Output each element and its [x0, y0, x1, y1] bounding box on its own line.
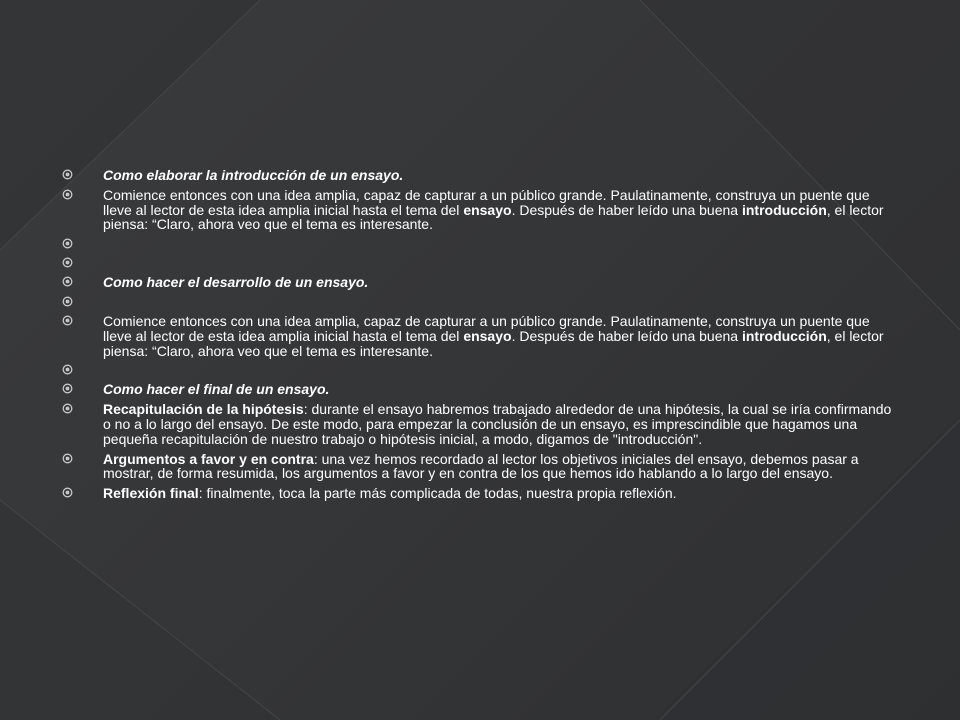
bold-term: ensayo: [463, 327, 512, 344]
list-item: [62, 382, 892, 397]
bold-term: introducción: [741, 327, 827, 344]
circled-dot-icon: [62, 238, 73, 249]
list-item: [62, 314, 892, 358]
section-title: Como elaborar la introducción de un ensayo.: [103, 167, 404, 183]
list-item: [62, 168, 892, 183]
paragraph-text: Comience entonces con una idea amplia, capaz de capturar a un público grande. Paulatinamente, construya un puente que lleve al lector de esta idea amplia inicial hasta el tema del: [103, 186, 870, 218]
paragraph-text: Comience entonces con una idea amplia, capaz de capturar a un público grande. Paulatinamente, construya un puente que lleve al lector de esta idea amplia inicial hasta el tema del: [103, 312, 870, 344]
circled-dot-icon: [62, 453, 73, 464]
list-item-empty: [62, 256, 892, 270]
circled-dot-icon: [62, 403, 73, 414]
bold-term: introducción: [741, 201, 827, 218]
circled-dot-icon: [62, 315, 73, 326]
paragraph-text: , el lector piensa: “Claro, ahora veo que el tema es interesante.: [103, 201, 884, 233]
bold-term: Argumentos a favor y en contra: [103, 450, 314, 467]
circled-dot-icon: [62, 383, 73, 394]
circled-dot-icon: [62, 257, 73, 268]
list-item-empty: [62, 363, 892, 377]
paragraph-text: : una vez hemos recordado al lector los objetivos iniciales del ensayo, debemos pasar a mostrar, de forma resumida, los argumentos a favor y en contra de los que hemos ido hablando a lo largo del ensayo.: [103, 450, 859, 482]
paragraph-text: : durante el ensayo habremos trabajado alrededor de una hipótesis, la cual se iría confirmando o no a lo largo del ensayo. De este modo, para empezar la conclusión de un ensayo, es imprescindible que hagamos una pequeña recapitulación de nuestro trabajo o hipótesis inicial, a modo, digamos de "introducción".: [103, 401, 892, 447]
circled-dot-icon: [62, 276, 73, 287]
list-item-empty: [62, 237, 892, 251]
bold-term: ensayo: [463, 201, 512, 218]
list-item: [62, 486, 892, 501]
paragraph-text: . Después de haber leído una buena: [511, 327, 742, 344]
paragraph-text: : finalmente, toca la parte más complicada de todas, nuestra propia reflexión.: [198, 485, 677, 502]
bold-term: Reflexión final: [103, 485, 199, 502]
circled-dot-icon: [62, 189, 73, 200]
list-item-empty: [62, 295, 892, 309]
circled-dot-icon: [62, 364, 73, 375]
circled-dot-icon: [62, 296, 73, 307]
circled-dot-icon: [62, 487, 73, 498]
bullet-list: [62, 168, 892, 506]
paragraph-text: , el lector piensa: “Claro, ahora veo que el tema es interesante.: [103, 327, 884, 359]
paragraph-text: . Después de haber leído una buena: [511, 201, 742, 218]
section-title: Como hacer el desarrollo de un ensayo.: [103, 274, 369, 291]
bold-term: Recapitulación de la hipótesis: [103, 401, 304, 418]
list-item: [62, 188, 892, 232]
circled-dot-icon: [62, 169, 73, 180]
section-title: Como hacer el final de un ensayo.: [103, 381, 330, 398]
list-item: [62, 275, 892, 290]
list-item: [62, 402, 892, 446]
list-item: [62, 452, 892, 482]
